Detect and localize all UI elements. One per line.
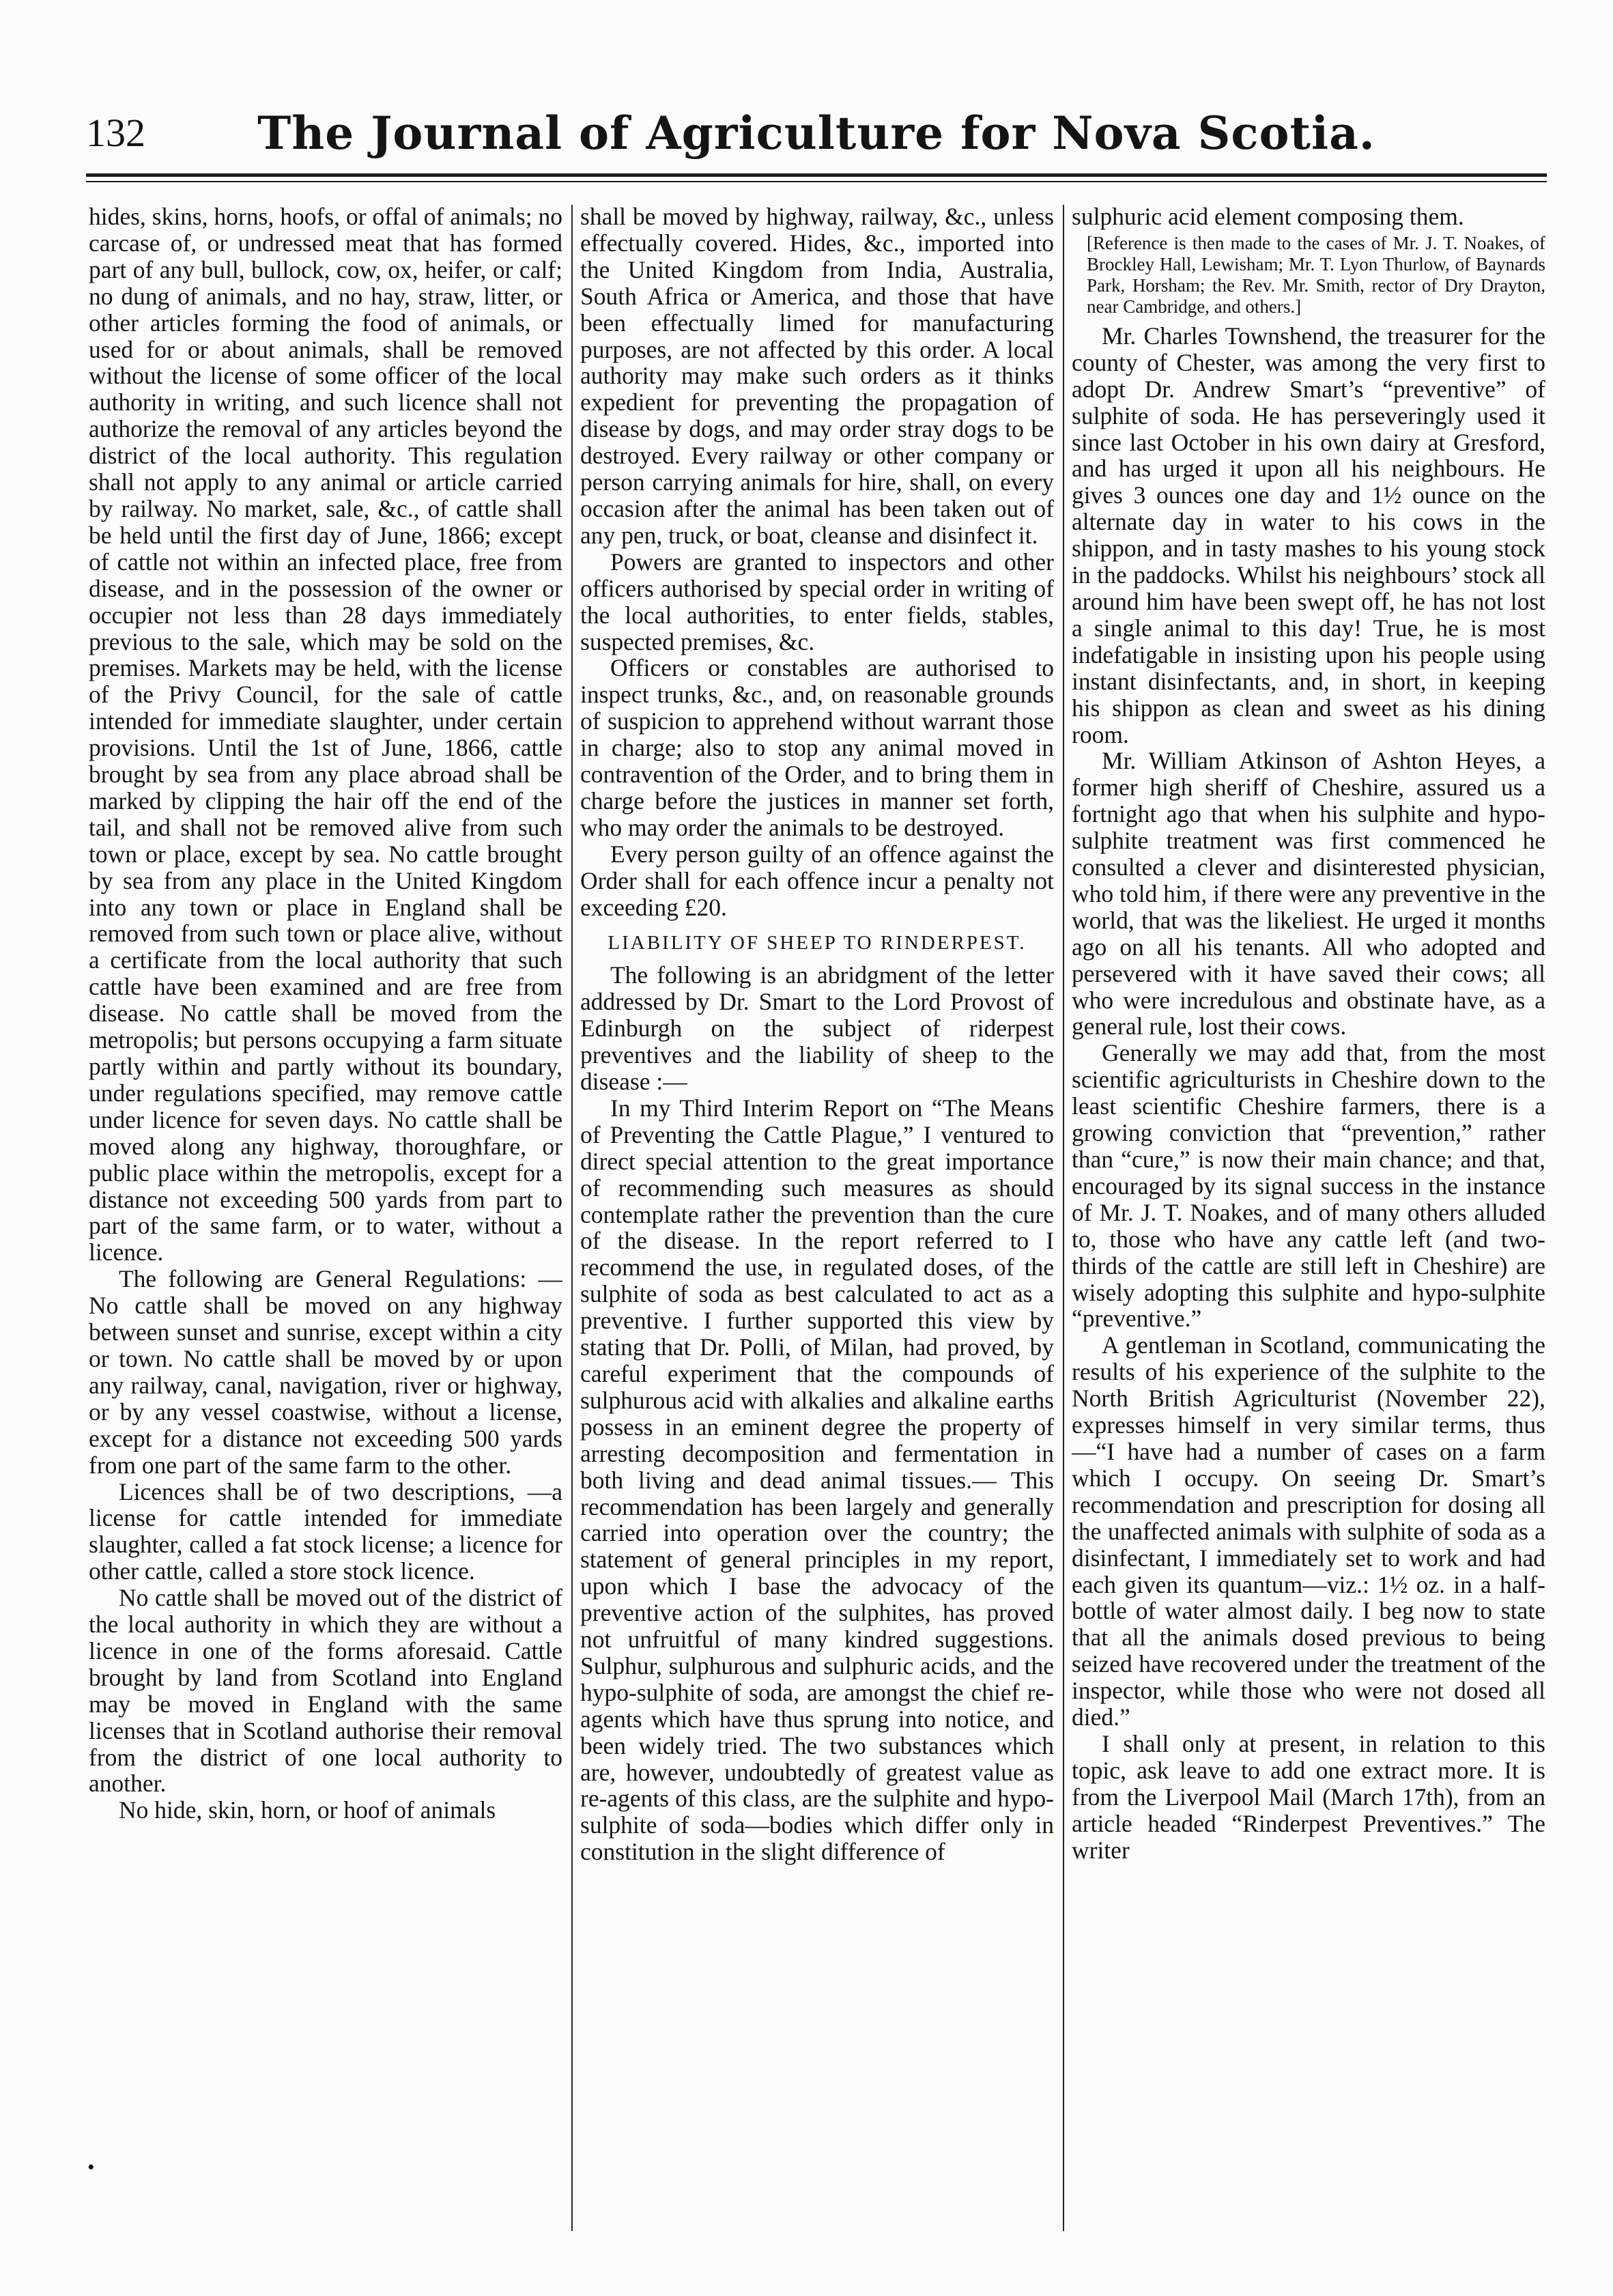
paragraph: Licences shall be of two descriptions, —a license for cattle intended for immediate slaughter, called a fat stock license; a licence for other cattle, called a store stock licence. — [89, 1477, 562, 1585]
paragraph: Officers or constables are authorised to inspect trunks, &c., and, on reasonable grounds of suspicion to apprehend without warrant those in charge; also to stop any animal moved in contravention of the Order, and to bring them in charge before the justices in manner set forth, who may order the animals to be destroyed. — [580, 654, 1054, 841]
paragraph: Mr. William Atkinson of Ashton Heyes, a former high sheriff of Cheshire, assured us a fortnight ago that when his sulphite and hypo-sulphite treatment was first commenced he consulted a clever and disinterested physician, who told him, if there were any preventive in the world, that was the likeliest. He urged it months ago on all his tenants. All who adopted and persevered with it have saved their cows; all who were incredulous and obstinate have, as a general rule, lost their cows. — [1072, 747, 1545, 1040]
print-speck: • — [87, 2156, 95, 2179]
editorial-note: [Reference is then made to the cases of Mr. J. T. Noakes, of Brockley Hall, Lewisham; Mr. T. Lyon Thurlow, of Baynards Park, Horsham; the Rev. Mr. Smith, rector of Dry Drayton, near Cambridge, and others.] — [1087, 232, 1545, 317]
paragraph: Mr. Charles Townshend, the treasurer for the county of Chester, was among the very first to adopt Dr. Andrew Smart’s “preventive” of sulphite of soda. He has perseveringly used it since last October in his own dairy at Gresford, and has urged it upon all his neighbours. He gives 3 ounces one day and 1½ ounce on the alternate day in water to his cows in the shippon, and in tasty mashes to his young stock in the paddocks. Whilst his neighbours’ stock all around him have been swept off, he has not lost a single animal to this day! True, he is most indefatigable in insisting upon his people using instant disinfectants, and, in short, in keeping his shippon as clean and sweet as his dining room. — [1072, 322, 1545, 748]
column-divider — [571, 205, 573, 2231]
header-rule-thin — [86, 181, 1547, 182]
paragraph: No cattle shall be moved out of the district of the local authority in which they are without a licence in one of the forms aforesaid. Cattle brought by land from Scotland into England may be moved in England with the same licenses that in Scotland authorise their removal from the district of one local authority to another. — [89, 1584, 562, 1798]
paragraph: No hide, skin, horn, or hoof of animals — [119, 1796, 496, 1824]
paragraph: The following are General Regulations: —No cattle shall be moved on any highway between sunset and sunrise, except within a city or town. No cattle shall be moved by or upon any railway, canal, navigation, river or highway, or by any vessel coastwise, without a license, except for a distance not exceeding 500 yards from one part of the same farm to the other. — [89, 1265, 562, 1479]
paragraph: hides, skins, horns, hoofs, or offal of animals; no carcase of, or undressed meat that has formed part of any bull, bullock, cow, ox, heifer, or calf; no dung of animals, and no hay, straw, litter, or other articles forming the food of animals, or used for or about animals, shall be removed without the license of some officer of the local authority in writing, and such licence shall not authorize the removal of any articles beyond the district of the local authority. This regulation shall not apply to any animal or article carried by railway. No market, sale, &c., of cattle shall be held until the first day of June, 1866; except of cattle not within an infected place, free from disease, and in the possession of the owner or occupier not less than 28 days immediately previous to the sale, which may be sold on the premises. Markets may be held, with the license of the Privy Council, for the sale of cattle intended for immediate slaughter, under certain provisions. Until the 1st of June, 1866, cattle brought by sea from any place abroad shall be marked by clipping the hair off the end of the tail, and shall not be removed alive from such town or place, except by sea. No cattle brought by sea from any place in the United Kingdom into any town or place in England shall be removed from such town or place alive, without a certificate from the local authority that such cattle have been examined and are free from disease. No cattle shall be moved from the metropolis; but persons occupying a farm situate partly within and partly without its boundary, under regulations specified, may remove cattle under licence for seven days. No cattle shall be moved along any highway, thoroughfare, or public place within the metropolis, except for a distance not exceeding 500 yards from part to part of the same farm, or to water, without a licence. — [89, 203, 562, 1266]
paragraph: In my Third Interim Report on “The Means of Preventing the Cattle Plague,” I ventured to direct special attention to the great importance of recommending such measures as should contemplate rather the prevention than the cure of the disease. In the report referred to I recommend the use, in regulated doses, of the sulphite of soda as best calculated to act as a preventive. I further supported this view by stating that Dr. Polli, of Milan, had proved, by careful experiment that the compounds of sulphurous acid with alkalies and alkaline earths possess in an eminent degree the property of arresting decomposition and fermentation in both living and dead animal tissues.— This recommendation has been largely and generally carried into operation over the country; the statement of general principles in my report, upon which I base the advocacy of the preventive action of the sulphites, has proved not unfruitful of many kindred suggestions. Sulphur, sulphurous and sulphuric acids, and the hypo-sulphite of soda, are amongst the chief re-agents which have thus sprung into notice, and been widely tried. The two substances which are, however, undoubtedly of greatest value as re-agents of this class, are the sulphite and hypo-sulphite of soda—bodies which differ only in constitution in the slight difference of — [580, 1094, 1054, 1866]
column-2 — [580, 203, 1054, 2245]
page-header — [86, 102, 1547, 164]
page-number: 132 — [86, 111, 145, 155]
column-3 — [1072, 203, 1545, 2245]
paragraph: A gentleman in Scotland, communicating the results of his experience of the sulphite to the North British Agriculturist (November 22), expresses himself in very similar terms, thus—“I have had a number of cases on a farm which I occupy. On seeing Dr. Smart’s recommendation and prescription for dosing all the unaffected animals with sulphite of soda as a disinfectant, I immediately set to work and had each given its quantum—viz.: 1½ oz. in a half-bottle of water almost daily. I beg now to state that all the animals dosed previous to being seized have recovered under the treatment of the inspector, while those who were not dosed all died.” — [1072, 1331, 1545, 1731]
paragraph: shall be moved by highway, railway, &c., unless effectually covered. Hides, &c., imported into the United Kingdom from India, Australia, South Africa or America, and those that have been effectually limed for manufacturing purposes, are not affected by this order. A local authority may make such orders as it thinks expedient for preventing the propagation of disease by dogs, and may order stray dogs to be destroyed. Every railway or other company or person carrying animals for hire, shall, on every occasion after the animal has been taken out of any pen, truck, or boat, cleanse and disinfect it. — [580, 203, 1054, 549]
column-divider — [1063, 205, 1064, 2231]
paragraph: The following is an abridgment of the letter addressed by Dr. Smart to the Lord Provost of Edinburgh on the subject of riderpest preventives and the liability of sheep to the disease :— — [580, 961, 1054, 1095]
column-1 — [89, 203, 562, 2245]
paragraph: Generally we may add that, from the most scientific agriculturists in Cheshire down to the least scientific Cheshire farmers, there is a growing conviction that “prevention,” rather than “cure,” is now their main chance; and that, encouraged by its signal success in the instance of Mr. J. T. Noakes, and of many others alluded to, those who have any cattle left (and two-thirds of the cattle are still left in Cheshire) are wisely adopting this sulphite and hypo-sulphite “preventive.” — [1072, 1039, 1545, 1333]
paragraph: Powers are granted to inspectors and other officers authorised by special order in writing of the local authorities, to enter fields, stables, suspected premises, &c. — [580, 548, 1054, 655]
paragraph: Every person guilty of an offence against the Order shall for each offence incur a penalty not exceeding £20. — [580, 840, 1054, 921]
running-title: The Journal of Agriculture for Nova Scotia. — [257, 107, 1375, 160]
paragraph: I shall only at present, in relation to this topic, ask leave to add one extract more. It is from the Liverpool Mail (March 17th), from an article headed “Rinderpest Preventives.” The writer — [1072, 1729, 1545, 1864]
paragraph: sulphuric acid element composing them. — [1072, 203, 1464, 230]
section-heading: LIABILITY OF SHEEP TO RINDERPEST. — [608, 932, 1027, 954]
header-rule-thick — [86, 173, 1547, 177]
